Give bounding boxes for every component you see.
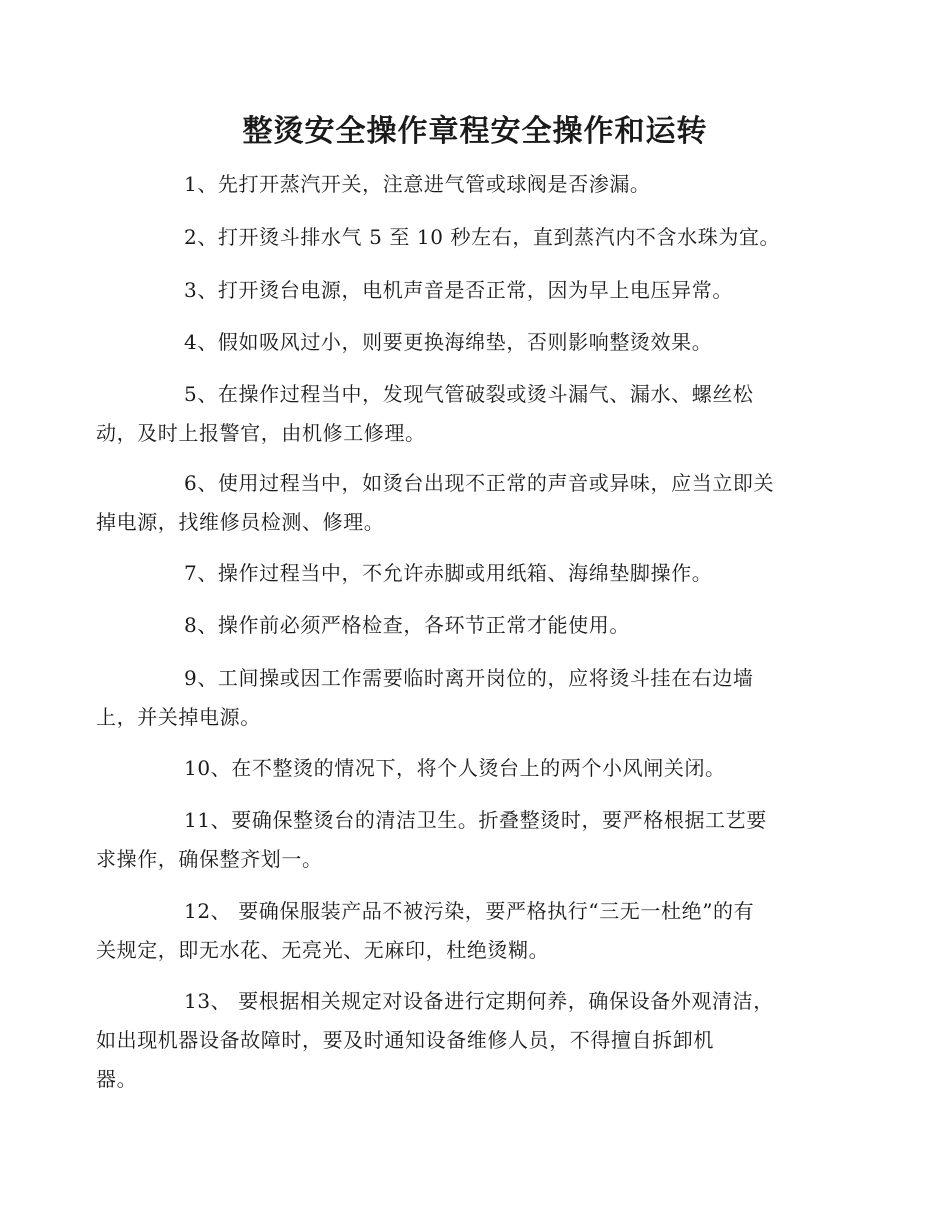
paragraph-12 [96,892,806,970]
paragraph-line: 8、操作前必须严格检查，各环节正常才能使用。 [184,613,630,637]
paragraph-1 [140,165,806,204]
paragraph-line: 器。 [96,1067,138,1091]
paragraph-line: 12、 要确保服装产品不被污染，要严格执行“三无一杜绝”的有 [184,899,755,923]
paragraph-line: 4、假如吸风过小，则要更换海绵垫，否则影响整烫效果。 [184,330,713,354]
paragraph-13 [96,982,806,1099]
paragraph-3 [140,271,806,310]
paragraph-line: 5、在操作过程当中，发现气管破裂或烫斗漏气、漏水、螺丝松 [184,382,754,406]
paragraph-line: 如出现机器设备故障时，要及时通知设备维修人员，不得擅自拆卸机 [96,1028,714,1052]
paragraph-line: 3、打开烫台电源，电机声音是否正常，因为早上电压异常。 [184,278,733,302]
paragraph-line: 13、 要根据相关规定对设备进行定期何养，确保设备外观清洁， [184,989,774,1013]
paragraph-4 [140,323,806,362]
paragraph-line: 10、在不整烫的情况下，将个人烫台上的两个小风闸关闭。 [184,756,726,780]
paragraph-line: 关规定，即无水花、无亮光、无麻印，杜绝烫糊。 [96,938,550,962]
paragraph-9 [96,659,806,737]
paragraph-line: 9、工间操或因工作需要临时离开岗位的，应将烫斗挂在右边墙 [184,666,754,690]
paragraph-line: 11、要确保整烫台的清洁卫生。折叠整烫时，要严格根据工艺要 [184,808,767,832]
paragraph-10 [140,749,806,788]
paragraph-6 [96,464,806,542]
paragraph-5 [96,375,806,453]
paragraph-line: 上，并关掉电源。 [96,705,261,729]
paragraph-line: 动，及时上报警官，由机修工修理。 [96,421,426,445]
paragraph-line: 7、操作过程当中，不允许赤脚或用纸箱、海绵垫脚操作。 [184,561,713,585]
paragraph-line: 掉电源，找维修员检测、修理。 [96,510,385,534]
paragraph-7 [140,554,806,593]
paragraph-11 [96,801,806,879]
paragraph-line: 1、先打开蒸汽开关，注意进气管或球阀是否渗漏。 [184,172,651,196]
paragraph-line: 2、打开烫斗排水气 5 至 10 秒左右，直到蒸汽内不含水珠为宜。 [184,225,781,249]
document-title: 整烫安全操作章程安全操作和运转 [242,114,708,149]
paragraph-2 [140,218,806,257]
paragraph-8 [140,606,806,645]
paragraph-line: 求操作，确保整齐划一。 [96,847,323,871]
paragraph-line: 6、使用过程当中，如烫台出现不正常的声音或异味，应当立即关 [184,471,775,495]
